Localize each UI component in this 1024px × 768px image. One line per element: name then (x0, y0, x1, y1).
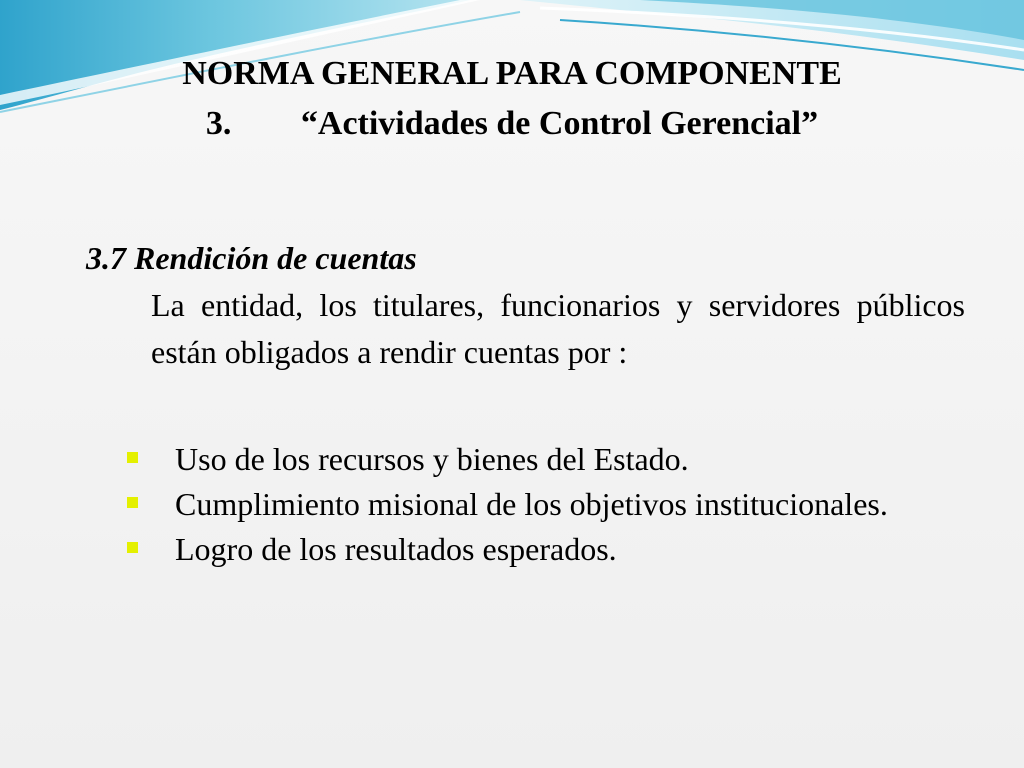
intro-paragraph: La entidad, los titulares, funcionarios y servidores públicos están obligados a rendir cuentas por : (151, 287, 965, 370)
square-bullet-icon (127, 452, 138, 463)
subtitle-text: “Actividades de Control Gerencial” (300, 105, 819, 142)
bullet-item (120, 437, 980, 482)
square-bullet-icon (127, 497, 138, 508)
slide-subtitle (0, 104, 1024, 144)
bullet-item (120, 482, 980, 527)
section-heading: 3.7 Rendición de cuentas (86, 240, 417, 276)
bullet-text: Uso de los recursos y bienes del Estado. (175, 441, 689, 477)
subtitle-number: 3. (205, 105, 232, 142)
bullet-text: Logro de los resultados esperados. (175, 531, 617, 567)
bullet-text: Cumplimiento misional de los objetivos institucionales. (175, 486, 888, 522)
square-bullet-icon (127, 542, 138, 553)
bullet-list (120, 437, 980, 572)
bullet-item (120, 527, 980, 572)
slide-title: NORMA GENERAL PARA COMPONENTE (182, 55, 842, 92)
